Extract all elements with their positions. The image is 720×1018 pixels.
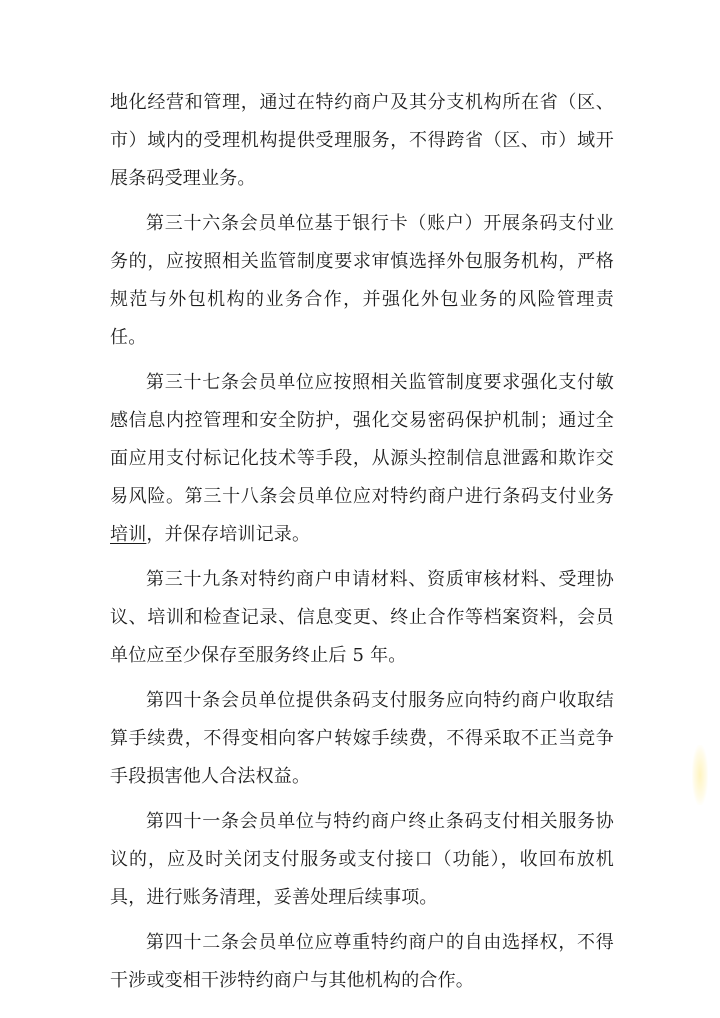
- paragraph-article-37-38: [110, 364, 614, 554]
- paragraph-continuation: 地化经营和管理，通过在特约商户及其分支机构所在省（区、市）域内的受理机构提供受理服务，不得跨省（区、市）域开展条码受理业务。: [110, 92, 614, 189]
- paragraph-article-41: 第四十一条会员单位与特约商户终止条码支付相关服务协议的，应及时关闭支付服务或支付接口（功能），收回布放机具，进行账务清理，妥善处理后续事项。: [110, 811, 614, 908]
- stamp-mark: [692, 745, 708, 805]
- paragraph-article-42: 第四十二条会员单位应尊重特约商户的自由选择权，不得干涉或变相干涉特约商户与其他机构的合作。: [110, 932, 614, 991]
- paragraph-text-before: 第三十七条会员单位应按照相关监管制度要求强化支付敏感信息内控管理和安全防护，强化交易密码保护机制；通过全面应用支付标记化技术等手段，从源头控制信息泄露和欺诈交易风险。第三十八条会员单位应对特约商户进行条码支付业务: [110, 372, 614, 507]
- document-body: [110, 84, 614, 1007]
- underlined-word: 培训: [110, 524, 147, 545]
- paragraph-article-36: 第三十六条会员单位基于银行卡（账户）开展条码支付业务的，应按照相关监管制度要求审慎选择外包服务机构，严格规范与外包机构的业务合作，并强化外包业务的风险管理责任。: [110, 213, 614, 348]
- paragraph-article-40: 第四十条会员单位提供条码支付服务应向特约商户收取结算手续费，不得变相向客户转嫁手续费，不得采取不正当竞争手段损害他人合法权益。: [110, 690, 614, 787]
- paragraph-text-after: ，并保存培训记录。: [146, 524, 311, 545]
- paragraph-article-39: 第三十九条对特约商户申请材料、资质审核材料、受理协议、培训和检查记录、信息变更、终止合作等档案资料，会员单位应至少保存至服务终止后 5 年。: [110, 569, 614, 666]
